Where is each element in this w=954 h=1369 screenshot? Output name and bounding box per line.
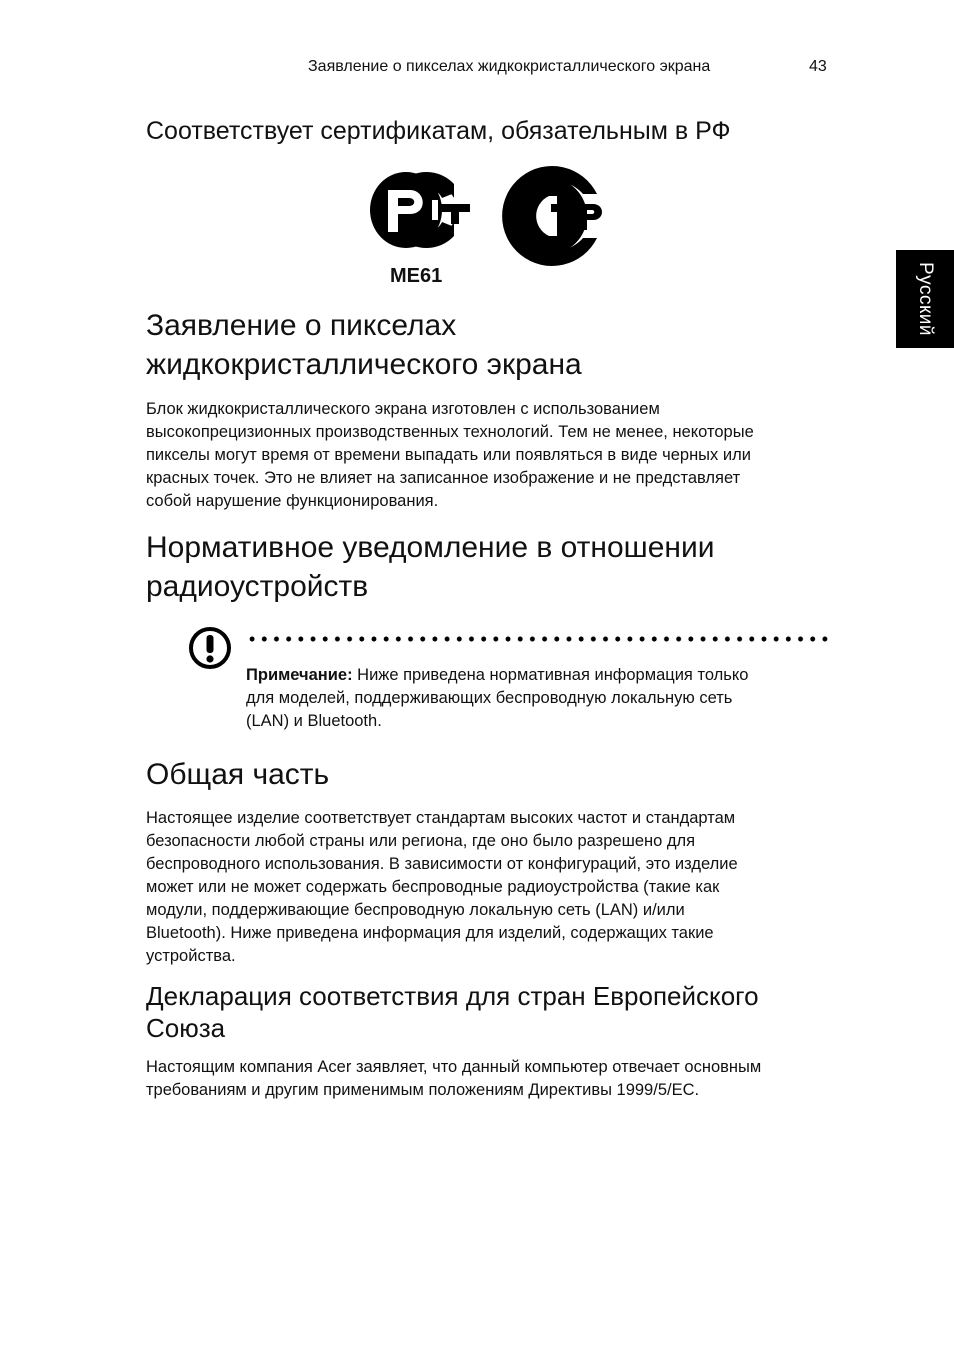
- body-line: Настоящим компания Acer заявляет, что данный компьютер отвечает основным: [146, 1058, 762, 1076]
- body-line: пикселы могут время от времени выпадать или появляться в виде черных или: [146, 446, 751, 464]
- running-header-title: Заявление о пикселах жидкокристаллического экрана: [308, 58, 711, 75]
- tr-logo-text: ТР: [499, 155, 520, 172]
- heading-line: Заявление о пикселах: [146, 309, 457, 342]
- note-divider: [246, 636, 832, 642]
- body-line: требованиям и другим применимым положениям Директивы 1999/5/EC.: [146, 1081, 700, 1099]
- heading-line: радиоустройств: [146, 570, 369, 603]
- radio-section-heading: [146, 528, 715, 606]
- lcd-section-heading: [146, 306, 582, 384]
- note-text: [246, 664, 836, 733]
- heading-line: Нормативное уведомление в отношении: [146, 531, 715, 564]
- body-line: беспроводного использования. В зависимости от конфигураций, это изделие: [146, 855, 738, 873]
- heading-line: жидкокристаллического экрана: [146, 348, 582, 381]
- body-line: Настоящее изделие соответствует стандартам высоких частот и стандартам: [146, 809, 736, 827]
- page-number: 43: [809, 58, 827, 75]
- body-line: высокопрецизионных производственных технологий. Тем не менее, некоторые: [146, 423, 754, 441]
- note-label: Примечание:: [246, 666, 353, 684]
- body-line: собой нарушение функционирования.: [146, 492, 439, 510]
- body-line: может или не может содержать беспроводные радиоустройства (такие как: [146, 878, 720, 896]
- body-line: устройства.: [146, 947, 236, 965]
- eu-section-heading: [146, 980, 759, 1044]
- heading-line: Декларация соответствия для стран Европейского: [146, 981, 759, 1011]
- body-line: красных точек. Это не влияет на записанное изображение и не представляет: [146, 469, 741, 487]
- pct-certification-logo: [366, 157, 470, 250]
- pct-logo-text: РСТ: [366, 157, 398, 174]
- note-line: для моделей, поддерживающих беспроводную локальную сеть: [246, 689, 733, 707]
- note-first-line-text: Ниже приведена нормативная информация только: [352, 666, 749, 684]
- body-line: Блок жидкокристаллического экрана изготовлен с использованием: [146, 400, 660, 418]
- heading-line: Союза: [146, 1013, 226, 1043]
- eu-section-body: [146, 1056, 836, 1102]
- body-line: Bluetooth). Ниже приведена информация для изделий, содержащих такие: [146, 924, 714, 942]
- body-line: модули, поддерживающие беспроводную локальную сеть (LAN) и/или: [146, 901, 685, 919]
- language-side-tab: [896, 250, 954, 348]
- certification-code: ME61: [390, 265, 443, 287]
- general-section-heading: Общая часть: [146, 758, 330, 791]
- language-side-tab-label: Русский: [915, 262, 936, 336]
- lcd-section-body: [146, 398, 836, 513]
- general-section-body: [146, 807, 836, 968]
- tr-certification-logo: [499, 155, 607, 264]
- certification-heading: Соответствует сертификатам, обязательным в РФ: [146, 117, 731, 145]
- exclamation-icon: [188, 626, 232, 670]
- note-first-line: [246, 664, 836, 687]
- note-line: (LAN) и Bluetooth.: [246, 712, 382, 730]
- body-line: безопасности любой страны или региона, где оно было разрешено для: [146, 832, 696, 850]
